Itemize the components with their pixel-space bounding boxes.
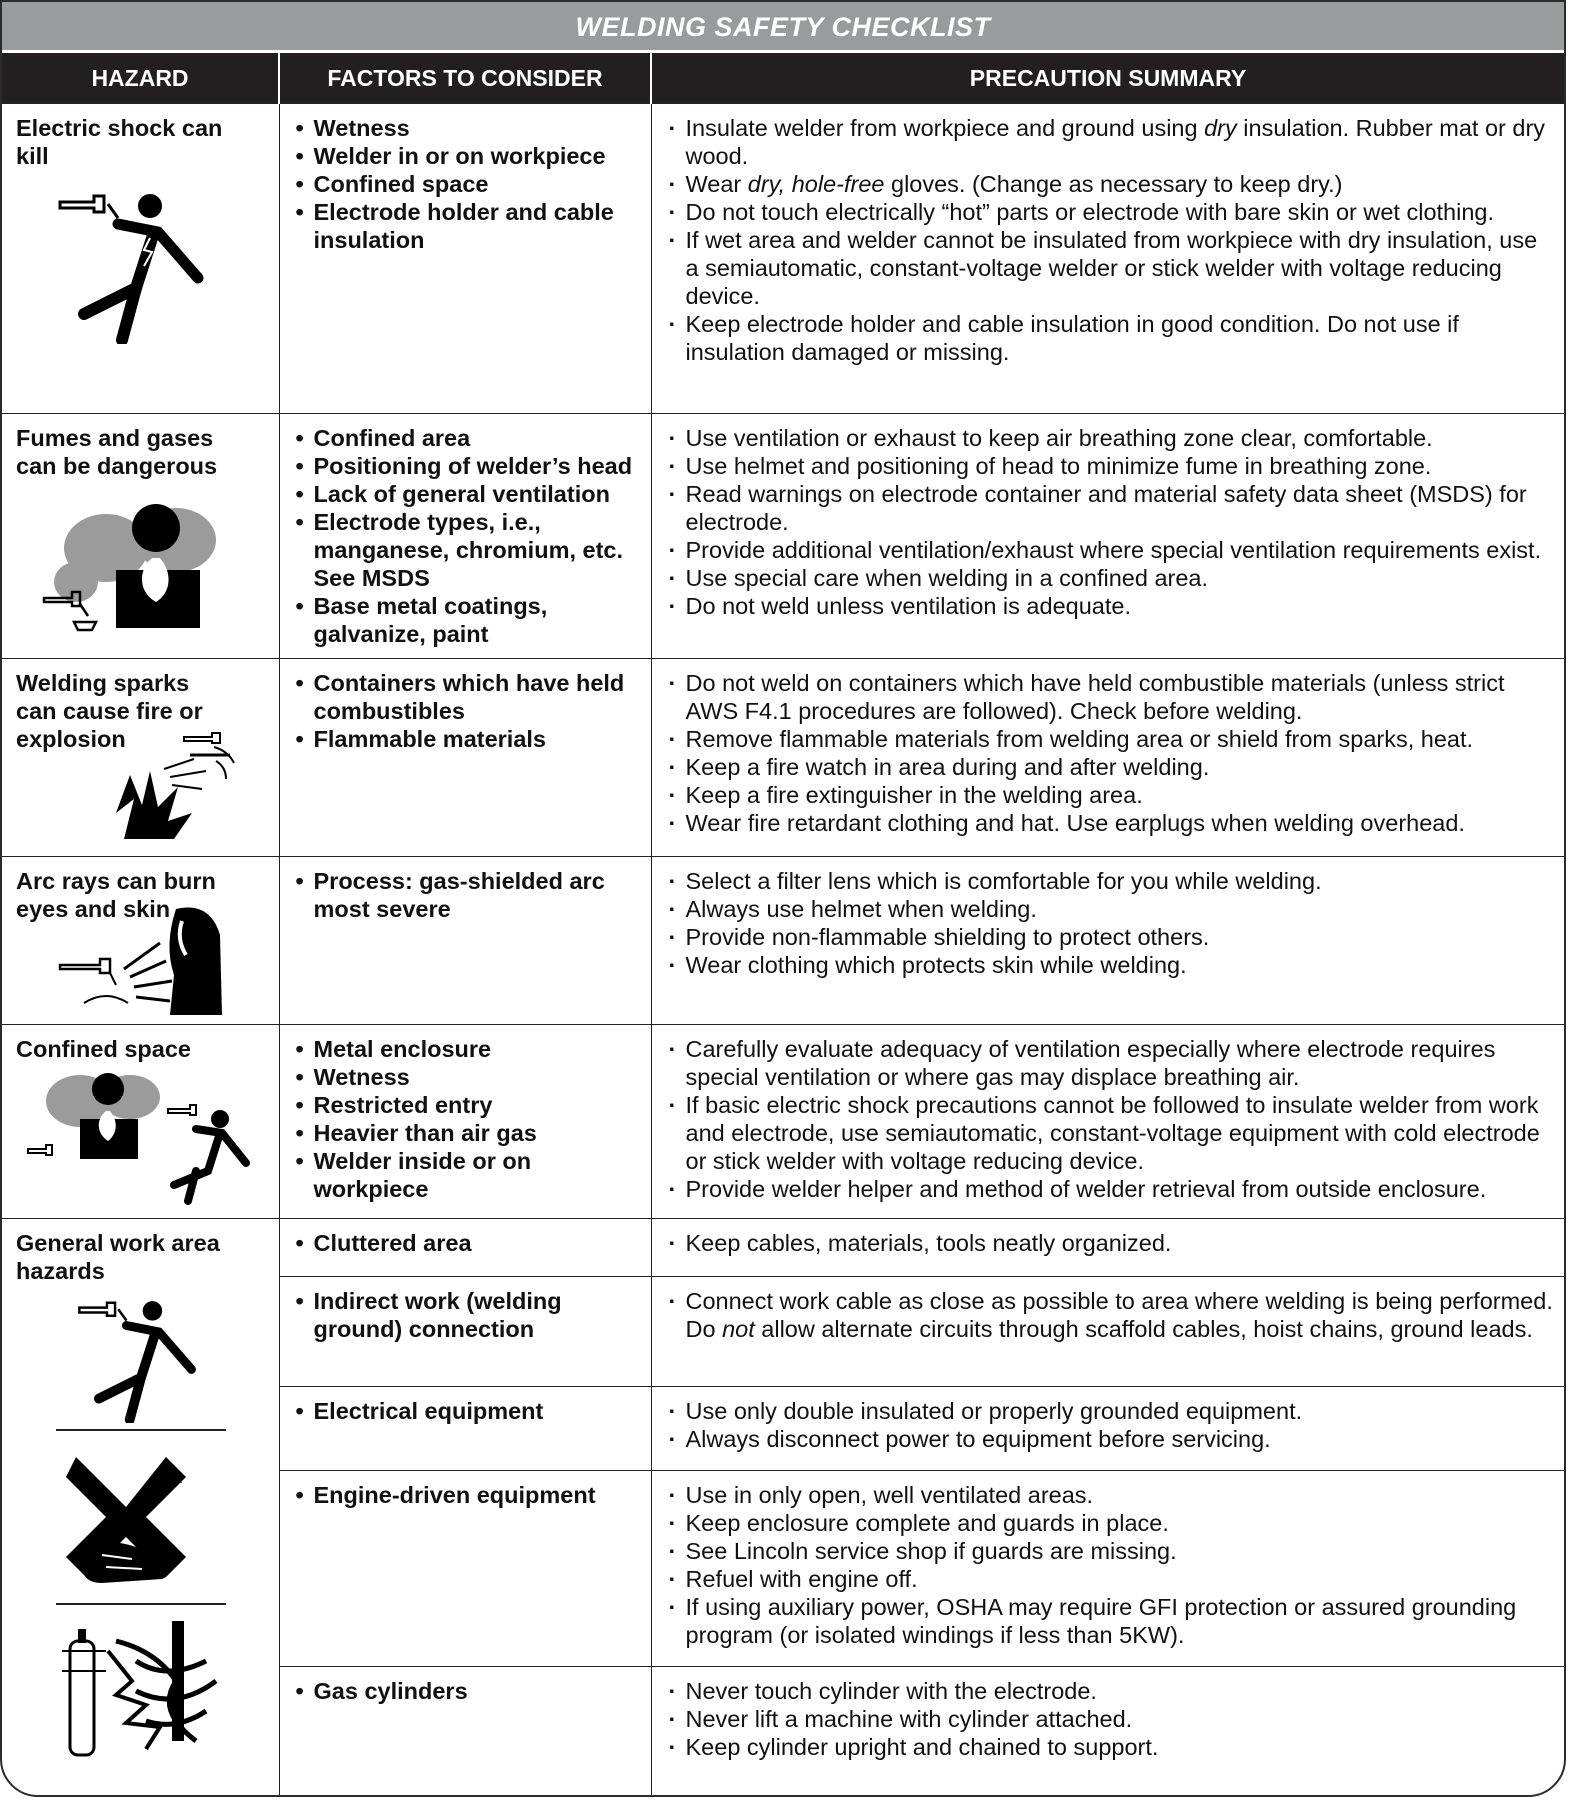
factor-item: • Flammable materials (294, 725, 641, 753)
hazard-cell-arc (2, 857, 279, 1025)
factor-item: • Indirect work (welding ground) connection (294, 1287, 641, 1343)
precaution-emphasis: dry (1204, 115, 1237, 141)
checklist-banner: WELDING SAFETY CHECKLIST (2, 2, 1564, 53)
factors-cell-electric-shock (279, 104, 651, 414)
precaution-item: · Always disconnect power to equipment before servicing. (666, 1425, 1555, 1453)
factors-cell-fumes (279, 414, 651, 659)
electric-shock-icon (46, 184, 216, 344)
precaution-item (666, 1287, 1555, 1343)
precaution-item: · If basic electric shock precautions cannot be followed to insulate welder from work and electrode, use semiautomatic, constant-voltage equipment with cold electrode or stick welder with voltage reducing device. (666, 1091, 1555, 1175)
header-factors: FACTORS TO CONSIDER (279, 53, 651, 104)
arc-rays-icon (50, 899, 240, 1019)
factor-item: • Base metal coatings, galvanize, paint (294, 592, 641, 648)
precaution-item: · Do not weld unless ventilation is adequate. (666, 592, 1555, 620)
factors-cell-sparks (279, 659, 651, 857)
factors-cell-electrical (279, 1387, 651, 1471)
precaution-item: · Use special care when welding in a confined area. (666, 564, 1555, 592)
factor-item: • Metal enclosure (294, 1035, 641, 1063)
moving-parts-hand-icon (56, 1437, 226, 1597)
precaution-text: Insulate welder from workpiece and ground using (685, 115, 1205, 141)
row-fumes-gases (2, 414, 1564, 659)
factor-item: • Containers which have held combustibles (294, 669, 641, 725)
row-welding-sparks (2, 659, 1564, 857)
row-electric-shock (2, 104, 1564, 414)
precaution-emphasis: not (722, 1316, 755, 1342)
factor-item: • Heavier than air gas (294, 1119, 641, 1147)
factor-item: • Engine-driven equipment (294, 1481, 641, 1509)
factor-item: • Electrical equipment (294, 1397, 641, 1425)
precautions-cell-confined (651, 1025, 1564, 1219)
factor-item: • Confined space (294, 170, 641, 198)
precaution-item: · Never touch cylinder with the electrode. (666, 1677, 1555, 1705)
precaution-item: · See Lincoln service shop if guards are missing. (666, 1537, 1555, 1565)
precaution-item: · Select a filter lens which is comfortable for you while welding. (666, 867, 1555, 895)
precaution-item: · Keep cables, materials, tools neatly organized. (666, 1229, 1555, 1257)
precaution-text: gloves. (Change as necessary to keep dry.) (884, 171, 1343, 197)
factor-item: • Process: gas-shielded arc most severe (294, 867, 641, 923)
hazard-title: Arc rays can burn eyes and skin (16, 868, 216, 922)
factor-item: • Wetness (294, 1063, 641, 1091)
precaution-text: insulation. Rubber mat or dry wood. (685, 115, 1546, 169)
precaution-item: · Keep a fire watch in area during and after welding. (666, 753, 1555, 781)
precautions-cell-gas-cylinders (651, 1667, 1564, 1798)
precaution-item: · Use only double insulated or properly grounded equipment. (666, 1397, 1555, 1425)
precaution-item: · Always use helmet when welding. (666, 895, 1555, 923)
precaution-item: · Refuel with engine off. (666, 1565, 1555, 1593)
precaution-item: · Provide additional ventilation/exhaust where special ventilation requirements exist. (666, 536, 1555, 564)
checklist-table (2, 53, 1564, 1797)
precaution-item: · Wear fire retardant clothing and hat. Use earplugs when welding overhead. (666, 809, 1555, 837)
precaution-item: · Read warnings on electrode container and material safety data sheet (MSDS) for electrode. (666, 480, 1555, 536)
factors-cell-gas-cylinders (279, 1667, 651, 1798)
precaution-item: · Keep electrode holder and cable insulation in good condition. Do not use if insulation damaged or missing. (666, 310, 1555, 366)
confined-space-icon (20, 1067, 260, 1207)
factor-item: • Gas cylinders (294, 1677, 641, 1705)
precaution-item: · If wet area and welder cannot be insulated from workpiece with dry insulation, use a semiautomatic, constant-voltage welder or stick welder with voltage reducing device. (666, 226, 1555, 310)
precaution-item: · Provide welder helper and method of welder retrieval from outside enclosure. (666, 1175, 1555, 1203)
precautions-cell-engine (651, 1471, 1564, 1667)
factor-item: • Electrode types, i.e., manganese, chromium, etc. See MSDS (294, 508, 641, 592)
factor-item: • Lack of general ventilation (294, 480, 641, 508)
icon-divider (56, 1603, 226, 1605)
header-hazard: HAZARD (2, 53, 279, 104)
precaution-item: · Use helmet and positioning of head to minimize fume in breathing zone. (666, 452, 1555, 480)
hazard-title: Confined space (16, 1036, 191, 1062)
factor-item: • Electrode holder and cable insulation (294, 198, 641, 254)
row-arc-rays (2, 857, 1564, 1025)
hazard-cell-confined (2, 1025, 279, 1219)
factors-cell-engine (279, 1471, 651, 1667)
precaution-item: · Use ventilation or exhaust to keep air breathing zone clear, comfortable. (666, 424, 1555, 452)
hazard-title: Fumes and gases can be dangerous (16, 425, 218, 479)
precautions-cell-sparks (651, 659, 1564, 857)
hazard-title: Electric shock can kill (16, 115, 223, 169)
precautions-cell-electrical (651, 1387, 1564, 1471)
factor-item: • Positioning of welder’s head (294, 452, 641, 480)
precaution-item: · Remove flammable materials from welding area or shield from sparks, heat. (666, 725, 1555, 753)
factor-item: • Cluttered area (294, 1229, 641, 1257)
factors-cell-cluttered (279, 1219, 651, 1277)
hazard-title: Welding sparks can cause fire or explosion (16, 670, 203, 752)
hazard-cell-sparks (2, 659, 279, 857)
precaution-item: · Do not weld on containers which have held combustible materials (unless strict AWS F4.1 procedures are followed). Check before welding. (666, 669, 1555, 725)
precaution-item: · Do not touch electrically “hot” parts or electrode with bare skin or wet clothing. (666, 198, 1555, 226)
factors-cell-arc (279, 857, 651, 1025)
header-row (2, 53, 1564, 104)
precaution-emphasis: dry, hole-free (747, 171, 885, 197)
precaution-text: allow alternate circuits through scaffold cables, hoist chains, ground leads. (754, 1316, 1533, 1342)
precaution-item: · Keep a fire extinguisher in the welding area. (666, 781, 1555, 809)
factors-cell-indirect-work (279, 1277, 651, 1387)
fumes-icon (36, 486, 236, 636)
precaution-item: · Wear clothing which protects skin while welding. (666, 951, 1555, 979)
factor-item: • Welder inside or on workpiece (294, 1147, 641, 1203)
precaution-item (666, 170, 1555, 198)
row-general-cluttered (2, 1219, 1564, 1277)
precaution-item: · If using auxiliary power, OSHA may require GFI protection or assured grounding program (or isolated windings if less than 5KW). (666, 1593, 1555, 1649)
icon-divider (56, 1429, 226, 1431)
precautions-cell-cluttered (651, 1219, 1564, 1277)
hazard-cell-fumes (2, 414, 279, 659)
precautions-cell-fumes (651, 414, 1564, 659)
precaution-text: Wear (685, 171, 748, 197)
factor-item: • Wetness (294, 114, 641, 142)
precaution-item: · Keep enclosure complete and guards in place. (666, 1509, 1555, 1537)
factor-item: • Welder in or on workpiece (294, 142, 641, 170)
precautions-cell-indirect-work (651, 1277, 1564, 1387)
factor-item: • Restricted entry (294, 1091, 641, 1119)
precaution-item: · Carefully evaluate adequacy of ventilation especially where electrode requires special ventilation or where gas may displace breathing air. (666, 1035, 1555, 1091)
factor-item: • Confined area (294, 424, 641, 452)
hazard-title: General work area hazards (16, 1230, 220, 1284)
precaution-item: · Provide non-flammable shielding to protect others. (666, 923, 1555, 951)
precautions-cell-arc (651, 857, 1564, 1025)
precaution-item: · Use in only open, well ventilated areas. (666, 1481, 1555, 1509)
gas-cylinder-sparks-icon (56, 1611, 226, 1761)
precautions-cell-electric-shock (651, 104, 1564, 414)
fire-explosion-icon (94, 729, 244, 849)
factors-cell-confined (279, 1025, 651, 1219)
header-precautions: PRECAUTION SUMMARY (651, 53, 1564, 104)
precaution-text: Connect work cable as close as possible to area where welding is being performed. Do (685, 1288, 1553, 1342)
hazard-cell-general (2, 1219, 279, 1798)
row-confined-space (2, 1025, 1564, 1219)
hazard-cell-electric-shock (2, 104, 279, 414)
electric-shock-icon (62, 1293, 212, 1423)
precaution-item: · Never lift a machine with cylinder attached. (666, 1705, 1555, 1733)
precaution-item (666, 114, 1555, 170)
precaution-item: · Keep cylinder upright and chained to support. (666, 1733, 1555, 1761)
